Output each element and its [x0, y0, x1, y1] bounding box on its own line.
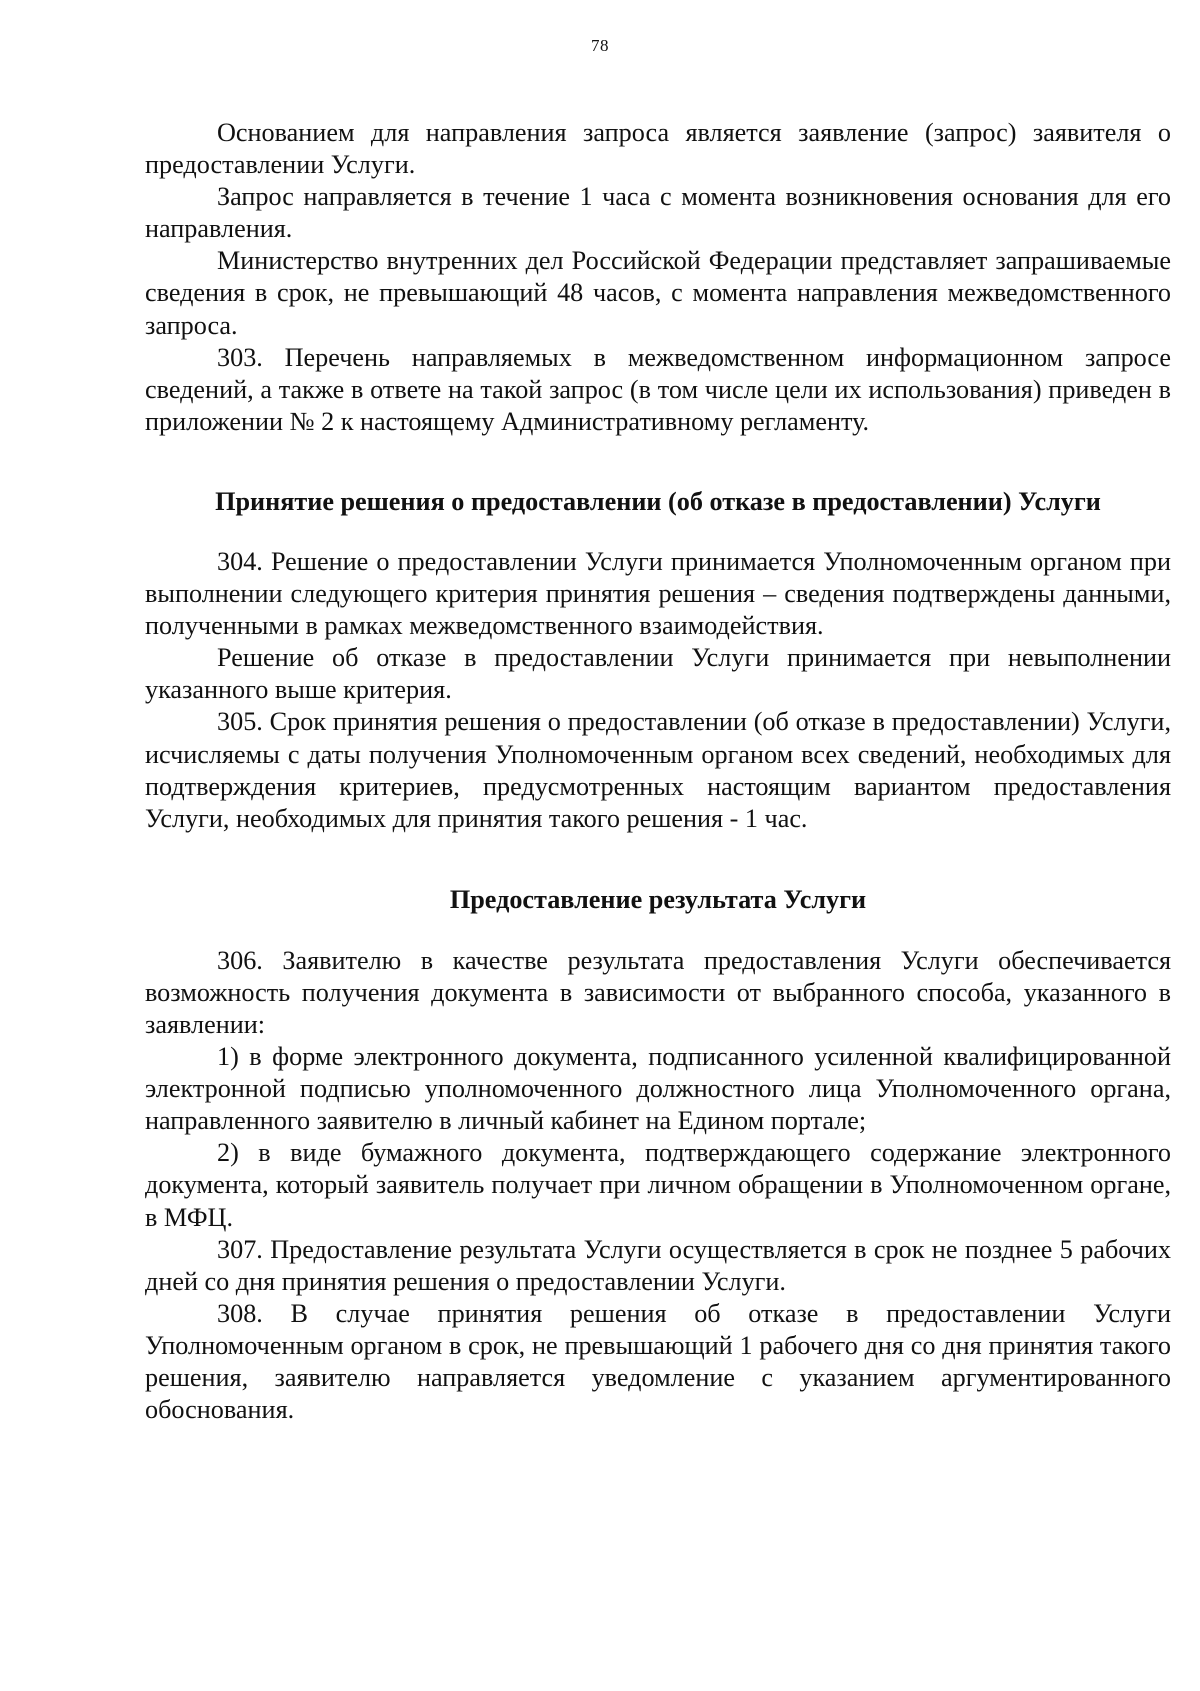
section-heading-result: Предоставление результата Услуги [449, 884, 867, 914]
paragraph-306: 306. Заявителю в качестве результата предоставления Услуги обеспечивается возможность получения документа в зависимости от выбранного способа, указанного в заявлении: [145, 945, 1171, 1039]
page-number: 78 [591, 36, 609, 55]
paragraph-305: 305. Срок принятия решения о предоставлении (об отказе в предоставлении) Услуги, исчисляемы с даты получения Уполномоченным органом всех сведений, необходимых для подтверждения критериев, предусмотренных настоящим вариантом предоставления Услуги, необходимых для принятия такого решения - 1 час. [145, 707, 1171, 833]
paragraph-request-basis: Основанием для направления запроса является заявление (запрос) заявителя о предоставлении Услуги. [145, 118, 1171, 180]
document-body [145, 117, 1171, 1426]
spacer [145, 916, 1171, 945]
spacer [145, 835, 1171, 884]
spacer [145, 438, 1171, 486]
paragraph-ministry-response: Министерство внутренних дел Российской Федерации представляет запрашиваемые сведения в срок, не превышающий 48 часов, с момента направления межведомственного запроса. [145, 246, 1171, 340]
section-heading-decision: Принятие решения о предоставлении (об отказе в предоставлении) Услуги [215, 486, 1101, 516]
paragraph-303: 303. Перечень направляемых в межведомственном информационном запросе сведений, а также в ответе на такой запрос (в том числе цели их использования) приведен в приложении № 2 к настоящему Административному регламенту. [145, 342, 1171, 436]
paragraph-refusal-criterion: Решение об отказе в предоставлении Услуги принимается при невыполнении указанного выше критерия. [145, 643, 1171, 705]
paragraph-308: 308. В случае принятия решения об отказе в предоставлении Услуги Уполномоченным органом в срок, не превышающий 1 рабочего дня со дня принятия такого решения, заявителю направляется уведомление с указанием аргументированного обоснования. [145, 1298, 1171, 1425]
paragraph-304: 304. Решение о предоставлении Услуги принимается Уполномоченным органом при выполнении следующего критерия принятия решения – сведения подтверждены данными, полученными в рамках межведомственного взаимодействия. [145, 546, 1171, 641]
paragraph-request-timing: Запрос направляется в течение 1 часа с момента возникновения основания для его направления. [145, 182, 1171, 244]
list-item-paper: 2) в виде бумажного документа, подтверждающего содержание электронного документа, который заявитель получает при личном обращении в Уполномоченном органе, в МФЦ. [145, 1138, 1171, 1232]
list-item-electronic: 1) в форме электронного документа, подписанного усиленной квалифицированной электронной подписью уполномоченного должностного лица Уполномоченного органа, направленного заявителю в личный кабинет на Едином портале; [145, 1042, 1171, 1136]
paragraph-307: 307. Предоставление результата Услуги осуществляется в срок не позднее 5 рабочих дней со дня принятия решения о предоставлении Услуги. [145, 1234, 1171, 1296]
spacer [145, 518, 1171, 546]
